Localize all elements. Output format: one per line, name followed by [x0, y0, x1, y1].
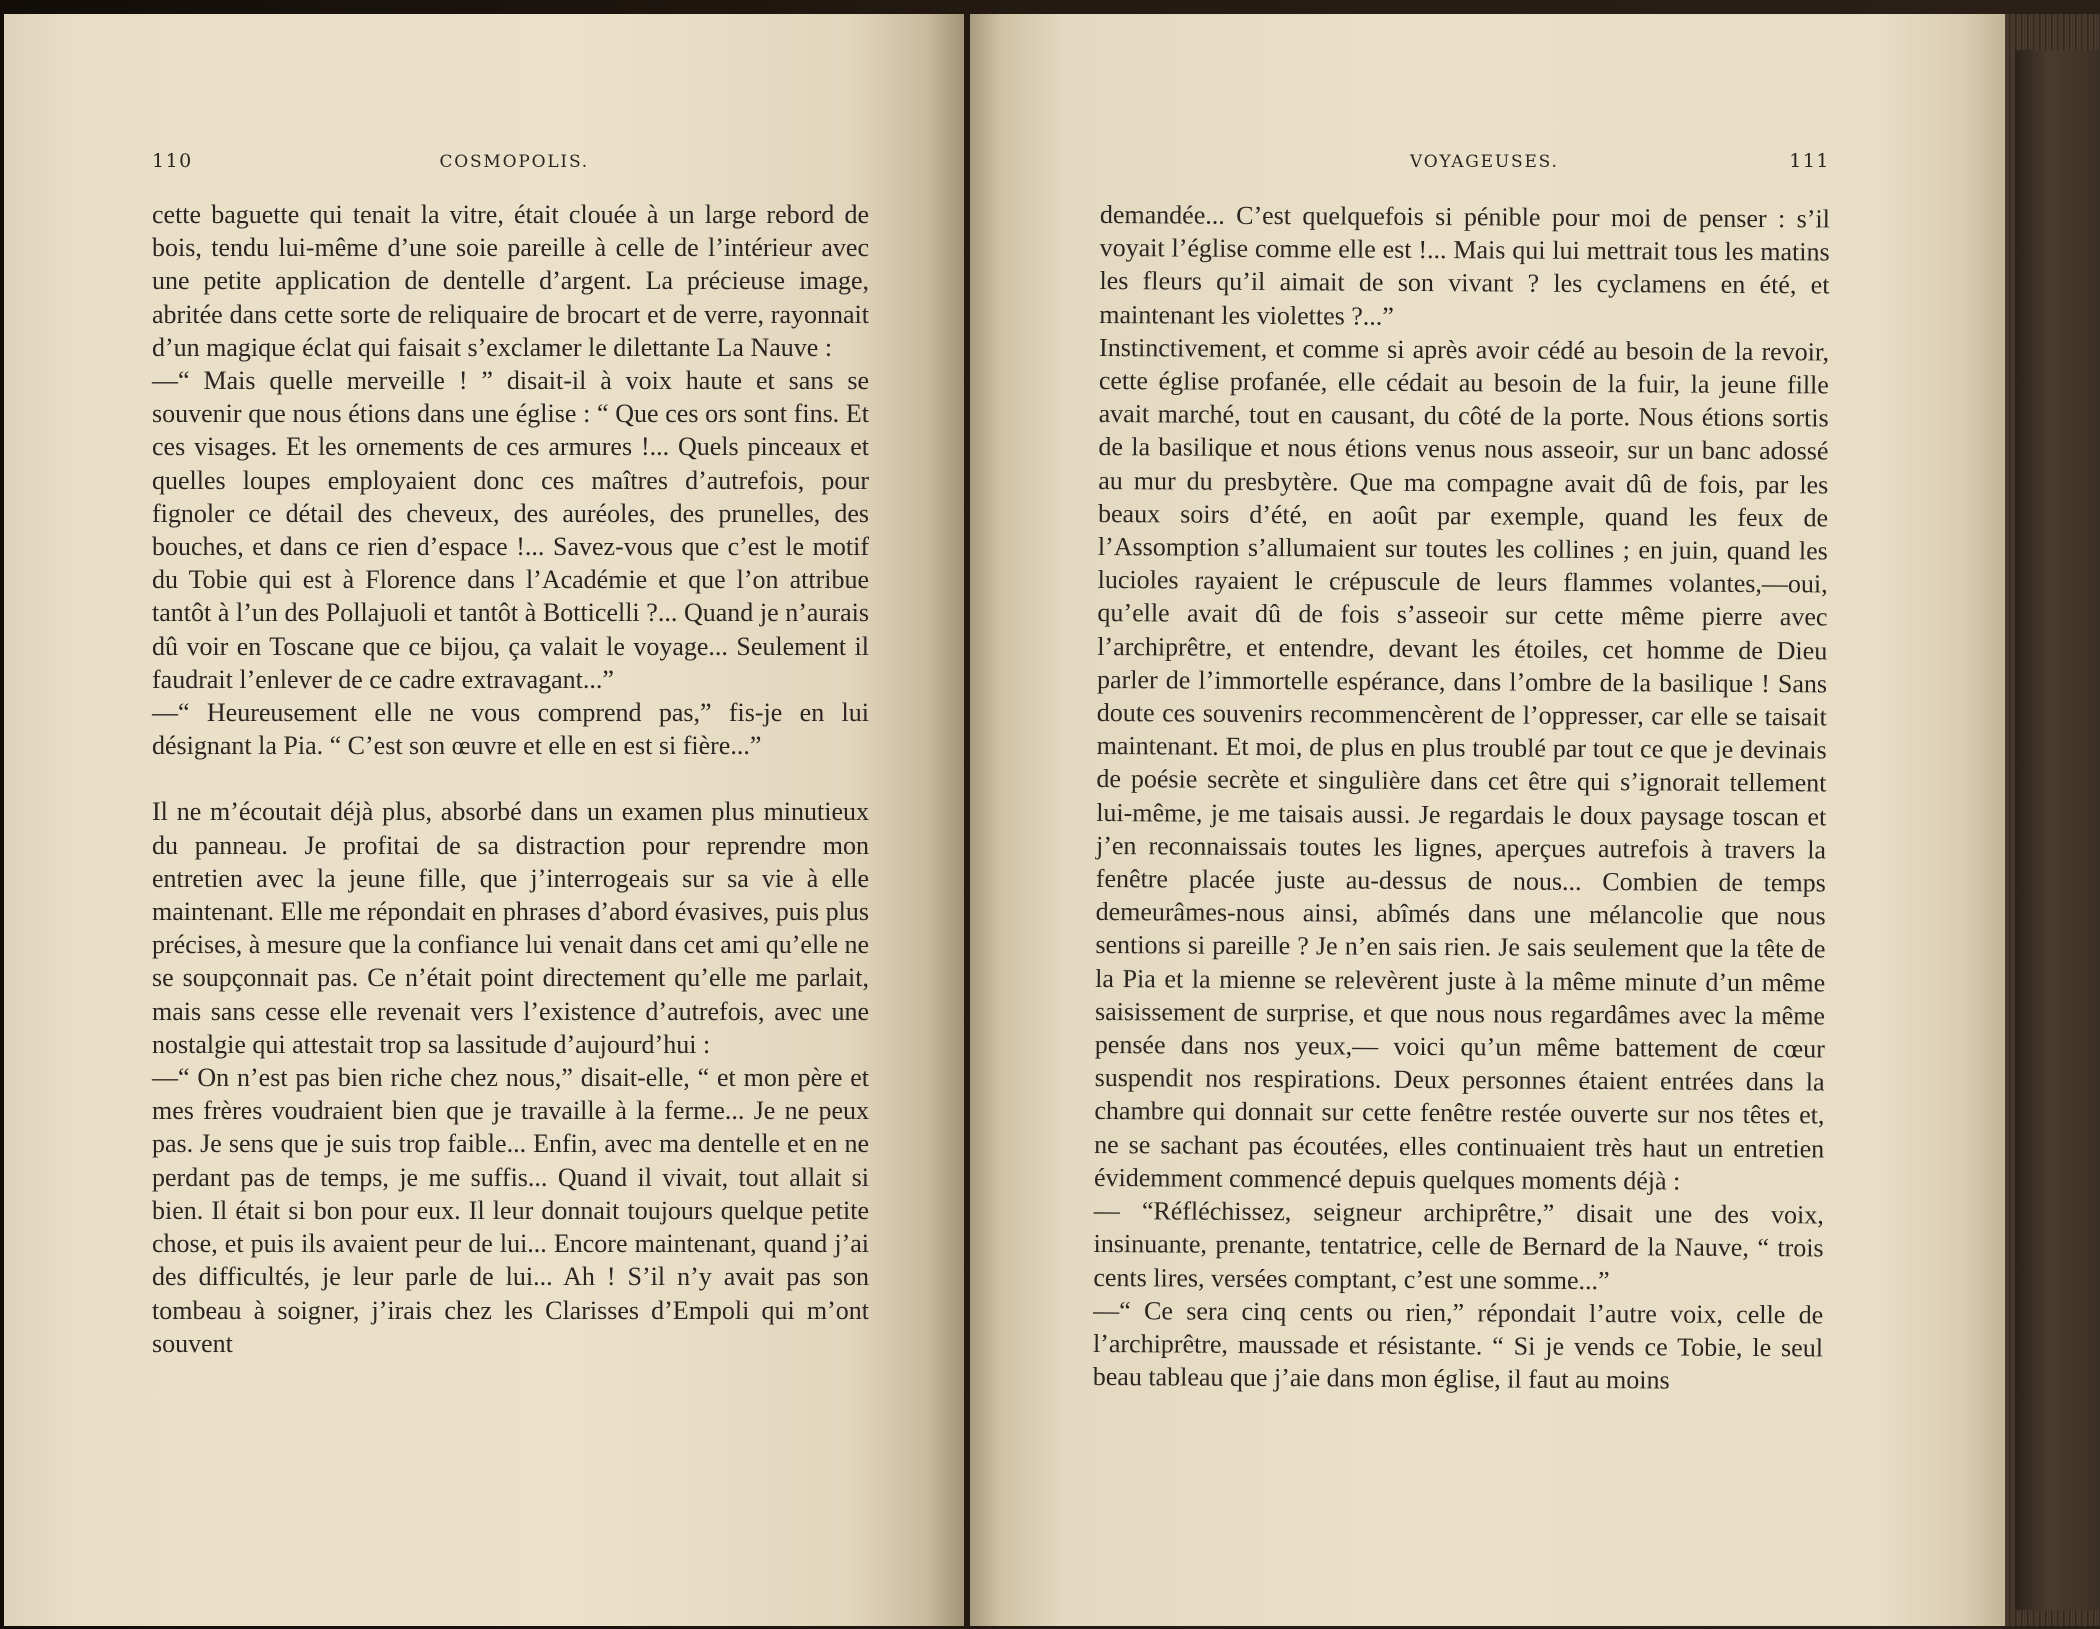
left-page [4, 14, 964, 1626]
right-paragraph-3: — “Réfléchissez, seigneur archiprêtre,” disait une des voix, insinuante, prenante, tentatrice, celle de Bernard de la Nauve, “ trois cents lires, versées comptant, c’est une somme...” [1093, 1196, 1824, 1295]
right-paragraph-4: —“ Ce sera cinq cents ou rien,” répondait l’autre voix, celle de l’archiprêtre, maussade et résistante. “ Si je vends ce Tobie, le seul beau tableau que j’aie dans mon église, il faut au moins [1092, 1295, 1824, 1395]
right-page-number: 111 [1789, 150, 1830, 172]
left-paragraph-4: Il ne m’écoutait déjà plus, absorbé dans un examen plus minutieux du panneau. Je profitai de sa distraction pour reprendre mon entretien avec la jeune fille, que j’interrogeais sur sa vie à elle maintenant. Elle me répondait en phrases d’abord évasives, puis plus précises, à mesure que la confiance lui venait dans cet ami qu’elle ne se soupçonnait pas. Ce n’était point directement qu’elle me parlait, mais sans cesse elle revenait vers l’existence d’autrefois, avec une nostalgie qui attestait trop sa lassitude d’aujourd’hui : [152, 797, 869, 1059]
right-paragraph-2: Instinctivement, et comme si après avoir cédé au besoin de la revoir, cette église profanée, elle cédait au besoin de la fuir, la jeune fille avait marché, tout en causant, du côté de la porte. Nous étions sortis de la basilique et nous étions venus nous asseoir, sur un banc adossé au mur du presbytère. Que ma compagne avait dû de fois, par les beaux soirs d’été, en août par exemple, quand les feux de l’Assomption s’allumaient sur toutes les collines ; en juin, quand les lucioles rayaient le crépuscule de leurs flammes volantes,—oui, qu’elle avait dû de fois s’asseoir sur cette même pierre avec l’archiprêtre, et entendre, devant les étoiles, cet homme de Dieu parler de l’immortelle espérance, dans l’ombre de la basilique ! Sans doute ces souvenirs recommencèrent de l’oppresser, car elle se taisait maintenant. Et moi, de plus en plus troublé par tout ce que je devinais de poésie secrète et singulière dans cet être qui s’ignorait tellement lui-même, je me taisais aussi. Je regardais le doux paysage toscan et j’en reconnaissais toutes les lignes, aperçues autrefois à travers la fenêtre placée juste au-dessus de nous... Combien de temps demeurâmes-nous ainsi, abîmés dans une mélancolie que nous sentions si pareille ? Je n’en sais rien. Je sais seulement que la tête de la Pia et la mienne se relevèrent juste à la même minute d’un même saisissement de surprise, et que nous nous regardâmes avec la même pensée dans nos yeux,— voici qu’un même battement de cœur suspendit nos respirations. Deux personnes étaient entrées dans la chambre qui donnait sur cette fenêtre restée ouverte sur nos têtes et, ne se sachant pas écoutées, elles continuaient très haut un entretien évidemment commencé depuis quelques moments déjà : [1093, 332, 1830, 1196]
right-page [970, 14, 2005, 1626]
left-paragraph-5: —“ On n’est pas bien riche chez nous,” disait-elle, “ et mon père et mes frères voudraient bien que je travaille à la ferme... Je ne peux pas. Je sens que je suis trop faible... Enfin, avec ma dentelle et en ne perdant pas de temps, je me suffis... Quand il vivait, tout allait si bien. Il était si bon pour eux. Il leur donnait toujours quelque petite chose, et puis ils avaient peur de lui... Encore maintenant, quand j’ai des difficultés, je leur parle de lui... Ah ! S’il n’y avait pas son tombeau à soigner, j’irais chez les Clarisses d’Empoli qui m’ont souvent [152, 1063, 869, 1358]
left-page-header [152, 150, 869, 172]
right-page-header [1100, 150, 1830, 172]
left-page-number: 110 [152, 150, 193, 172]
left-page-text [152, 198, 869, 1360]
left-running-head: COSMOPOLIS. [439, 152, 589, 172]
book-cover-edge [2015, 50, 2100, 1610]
left-paragraph-1: cette baguette qui tenait la vitre, était clouée à un large rebord de bois, tendu lui-même d’une soie pareille à celle de l’intérieur avec une petite application de dentelle d’argent. La précieuse image, abritée dans cette sorte de reliquaire de brocart et de verre, rayonnait d’un magique éclat qui faisait s’exclamer le dilettante La Nauve : [152, 200, 869, 362]
right-paragraph-1: demandée... C’est quelquefois si pénible pour moi de penser : s’il voyait l’église comme elle est !... Mais qui lui mettrait tous les matins les fleurs qu’il aimait de son vivant ? les cyclamens en été, et maintenant les violettes ?...” [1099, 199, 1830, 331]
left-paragraph-3: —“ Heureusement elle ne vous comprend pas,” fis-je en lui désignant la Pia. “ C’est son œuvre et elle en est si fière...” [152, 698, 869, 761]
right-page-text [1093, 198, 1830, 1398]
right-running-head: VOYAGEUSES. [1410, 152, 1559, 172]
left-paragraph-2: —“ Mais quelle merveille ! ” disait-il à voix haute et sans se souvenir que nous étions dans une église : “ Que ces ors sont fins. Et ces visages. Et les ornements de ces armures !... Quels pinceaux et quelles loupes employaient donc ces maîtres d’autrefois, pour fignoler ce détail des cheveux, des auréoles, des prunelles, des bouches, et dans ce rien d’espace !... Savez-vous que c’est le motif du Tobie qui est à Florence dans l’Académie et que l’on attribue tantôt à l’un des Pollajuoli et tantôt à Botticelli ?... Quand je n’aurais dû voir en Toscane que ce bijou, ça valait le voyage... Seulement il faudrait l’enlever de ce cadre extravagant...” [152, 366, 869, 694]
